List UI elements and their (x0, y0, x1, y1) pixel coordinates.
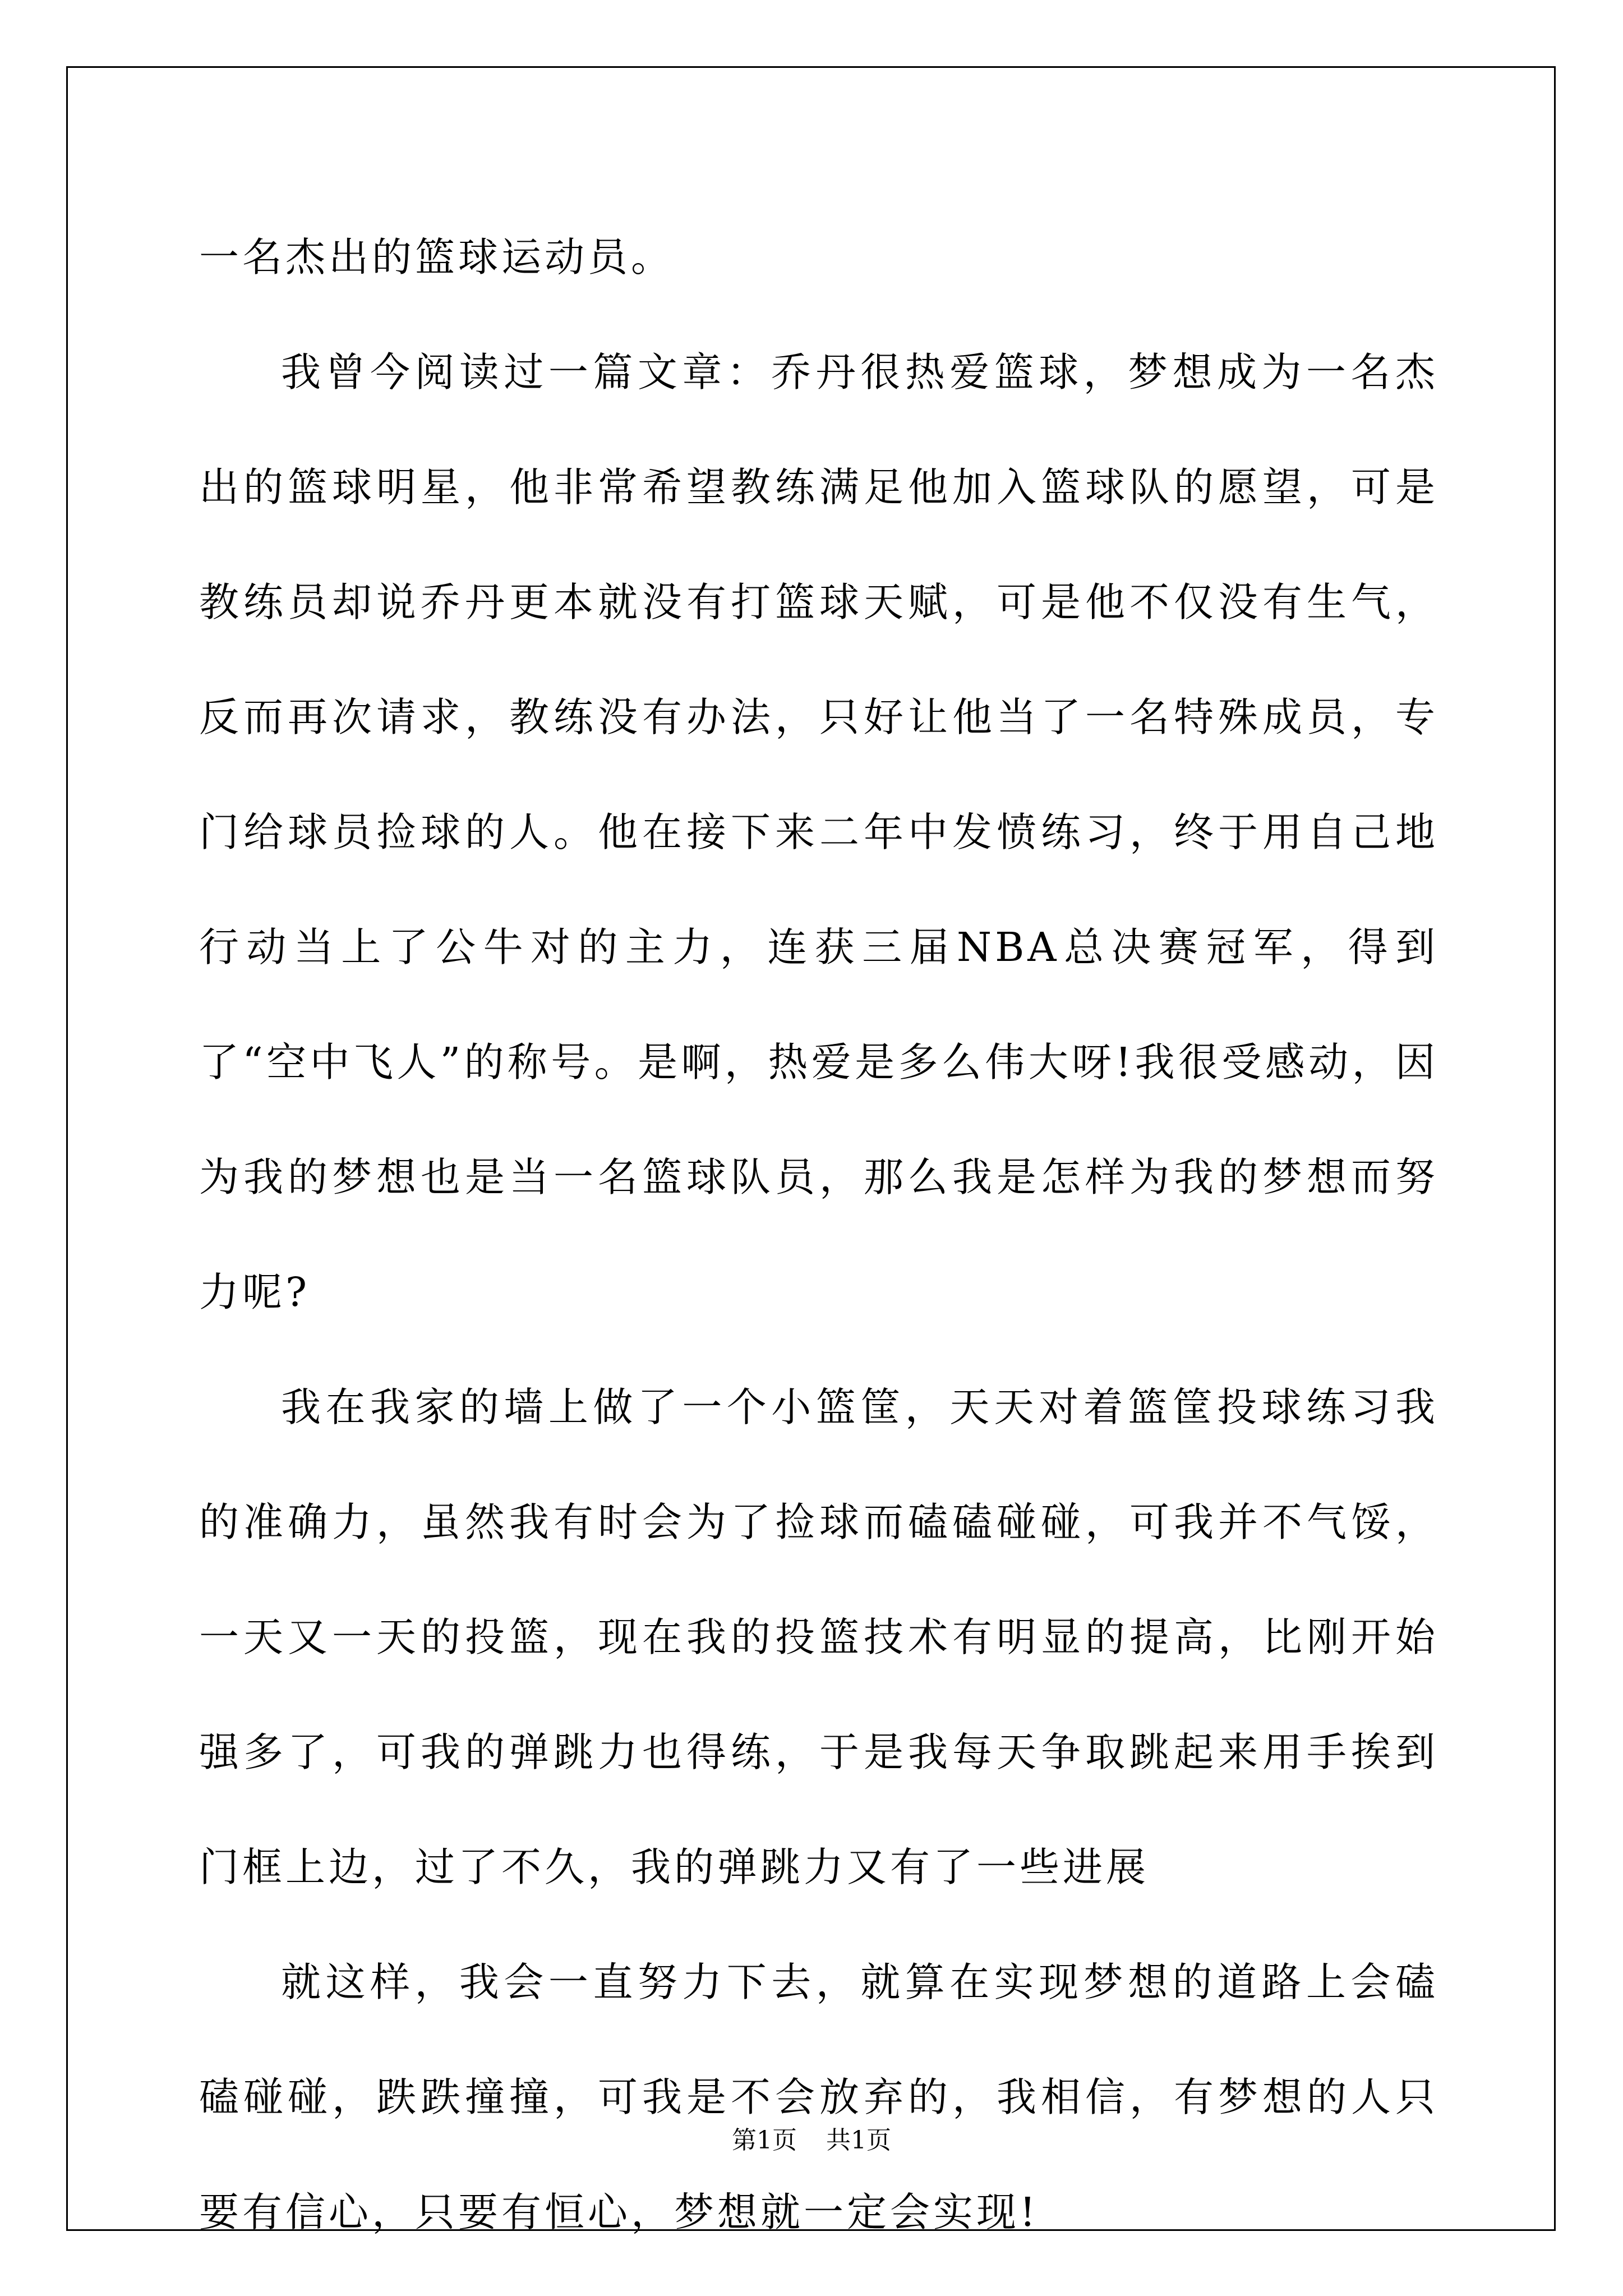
page-count: 共1页 (826, 2126, 891, 2155)
paragraph-3: 我在我家的墙上做了一个小篮筐，天天对着篮筐投球练习我的准确力，虽然我有时会为了捡球而磕磕碰碰，可我并不气馁，一天又一天的投篮，现在我的投篮技术有明显的提高，比刚开始强多了，可我的弹跳力也得练，于是我每天争取跳起来用手挨到门框上边，过了不久，我的弹跳力又有了一些进展 (199, 1384, 1438, 1890)
paragraph-4: 就这样，我会一直努力下去，就算在实现梦想的道路上会磕磕碰碰，跌跌撞撞，可我是不会放弃的，我相信，有梦想的人只要有信心，只要有恒心，梦想就一定会实现! (199, 1959, 1438, 2235)
document-body (199, 200, 1438, 2270)
page-footer (0, 2124, 1623, 2157)
page-number: 第1页 (732, 2126, 797, 2155)
paragraph-1: 一名杰出的篮球运动员。 (199, 234, 675, 280)
paragraph-2: 我曾今阅读过一篇文章：乔丹很热爱篮球，梦想成为一名杰出的篮球明星，他非常希望教练满足他加入篮球队的愿望，可是教练员却说乔丹更本就没有打篮球天赋，可是他不仅没有生气，反而再次请求，教练没有办法，只好让他当了一名特殊成员，专门给球员捡球的人。他在接下来二年中发愤练习，终于用自己地行动当上了公牛对的主力，连获三届NBA总决赛冠军，得到了“空中飞人”的称号。是啊，热爱是多么伟大呀!我很受感动，因为我的梦想也是当一名篮球队员，那么我是怎样为我的梦想而努力呢? (199, 349, 1438, 1315)
